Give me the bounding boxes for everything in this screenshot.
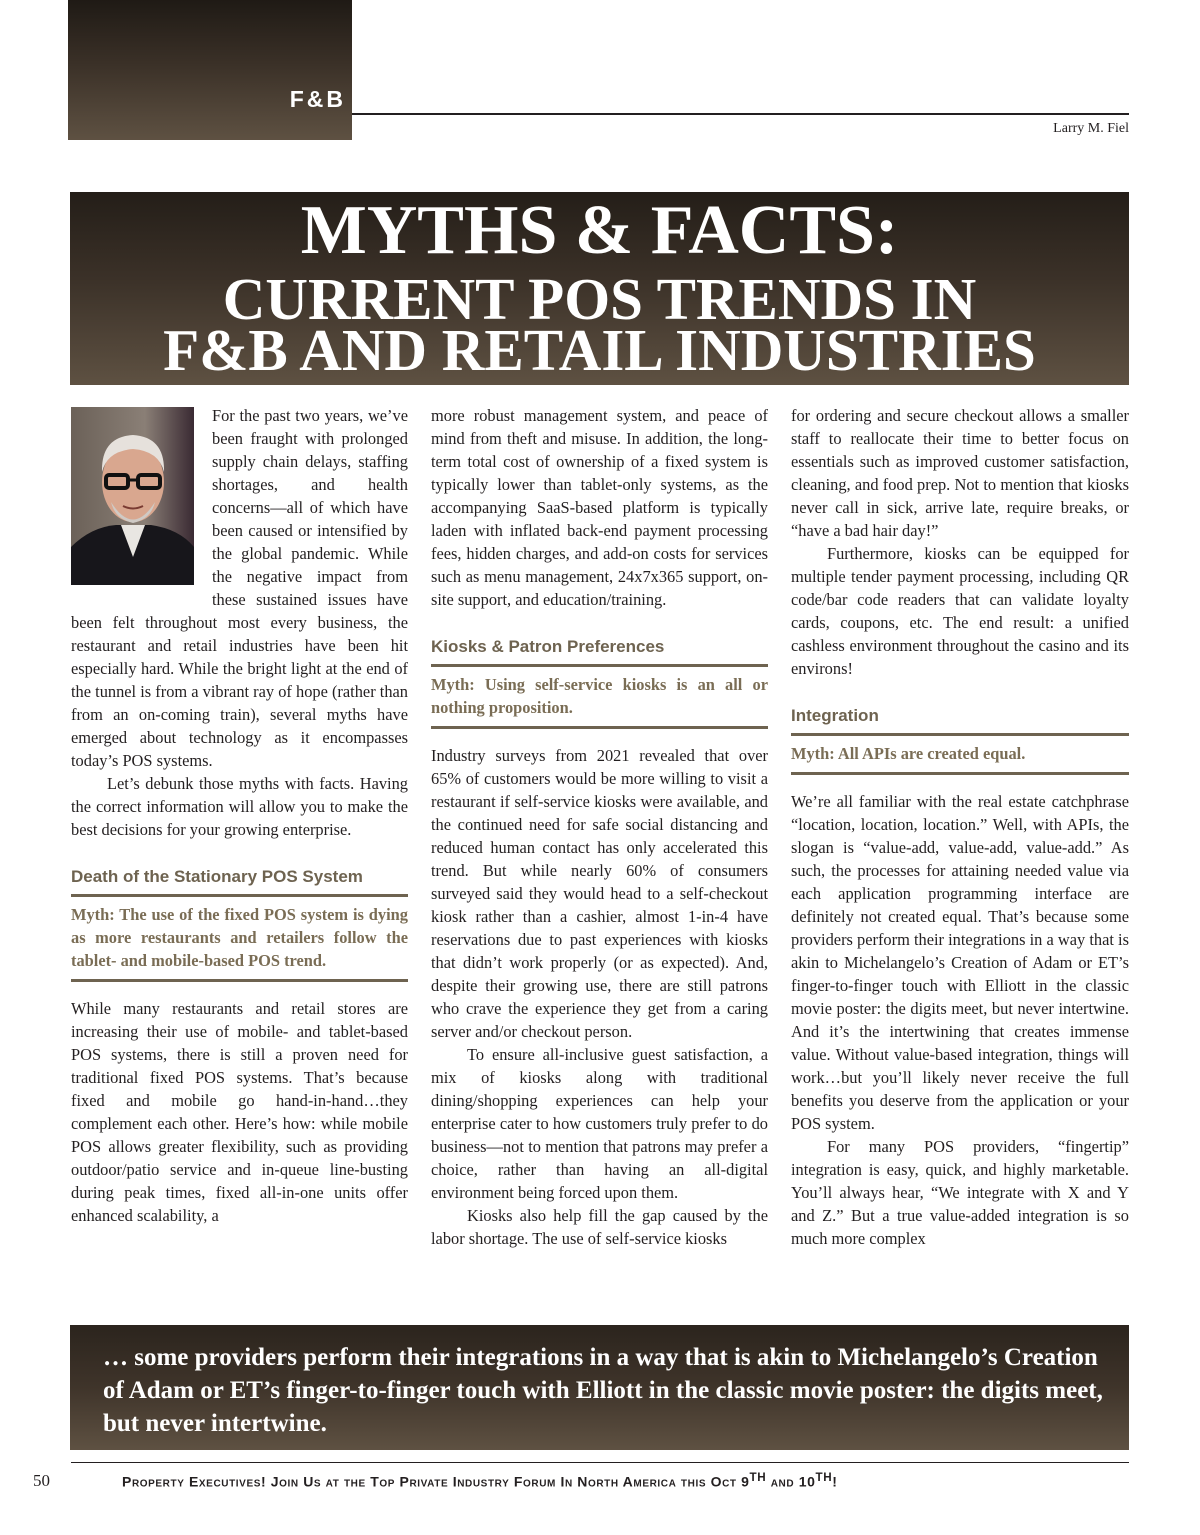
paragraph: Kiosks also help fill the gap caused by the labor shortage. The use of self-service kiosks xyxy=(431,1206,768,1248)
paragraph: Industry surveys from 2021 revealed that over 65% of customers would be more willing to visit a restaurant if self-service kiosks were available, and the continued need for safe social distancing and reduced human contact has only accelerated this trend. But while nearly 60% of consumers surveyed said they would head to a self-checkout kiosk rather than a cashier, almost 1-in-4 have reservations due to past experiences with kiosks that didn’t work properly (or as expected). And, despite their growing use, there are still patrons who crave the experience they get from a caring server and/or checkout person. xyxy=(431,746,768,1041)
section-heading: Death of the Stationary POS System xyxy=(71,866,408,897)
header-rule xyxy=(352,113,1129,115)
title-banner xyxy=(70,192,1129,385)
myth-statement: Myth: Using self-service kiosks is an all or nothing proposition. xyxy=(431,673,768,729)
article-column-1 xyxy=(71,404,408,1227)
footer-rule xyxy=(71,1462,1129,1463)
footer-sup: TH xyxy=(749,1471,767,1484)
title-line-2: CURRENT POS TRENDS IN xyxy=(222,266,977,332)
paragraph: We’re all familiar with the real estate catchphrase “location, location, location.” Well, with APIs, the slogan is “value-add, value-add, value-add.” As such, the processes for attaining needed value via each application programming interface are definitely not created equal. That’s because some providers perform their integrations in a way that is akin to Michelangelo’s Creation of Adam or ET’s finger-to-finger touch with Elliott in the classic movie poster: the digits meet, but never intertwine. And it’s the intertwining that creates immense value. Without value-based integration, things will work…but you’ll likely never receive the full benefits you deserve from the application or your POS system. xyxy=(791,792,1129,1133)
myth-statement: Myth: The use of the fixed POS system is dying as more restaurants and retailers follow the tablet- and mobile-based POS trend. xyxy=(71,903,408,982)
paragraph: For many POS providers, “fingertip” integration is easy, quick, and highly marketable. You’ll always hear, “We integrate with X and Y and Z.” But a true value-added integration is so much more complex xyxy=(791,1137,1129,1248)
paragraph: For the past two years, we’ve been fraught with prolonged supply chain delays, staffing shortages, and health concerns—all of which have been caused or intensified by the global pandemic. While the negative impact from these sustained issues have been felt throughout most every business, the restaurant and retail industries have been hit especially hard. While the bright light at the end of the tunnel is from a vibrant ray of hope (rather than from an on-coming train), several myths have emerged about technology as it encompasses today’s POS systems. xyxy=(71,406,408,770)
page-number: 50 xyxy=(33,1471,50,1490)
section-tab xyxy=(68,0,352,140)
author-byline: Larry M. Fiel xyxy=(1053,121,1129,136)
footer-text-end: ! xyxy=(832,1473,838,1490)
pull-quote: … some providers perform their integrations in a way that is akin to Michelangelo’s Creation of Adam or ET’s finger-to-finger touch with Elliott in the classic movie poster: the digits meet, but never intertwine. xyxy=(103,1344,1103,1437)
section-heading: Integration xyxy=(791,705,1129,736)
article-column-2 xyxy=(431,404,768,1250)
footer-promo xyxy=(122,1471,837,1490)
footer-text-mid: and 10 xyxy=(766,1473,816,1490)
paragraph: Let’s debunk those myths with facts. Having the correct information will allow you to make the best decisions for your growing enterprise. xyxy=(71,774,408,839)
paragraph: To ensure all-inclusive guest satisfaction, a mix of kiosks along with traditional dining/shopping experiences can help your enterprise cater to how customers truly prefer to do business—not to mention that patrons may prefer a choice, rather than having an all-digital environment being forced upon them. xyxy=(431,1045,768,1202)
section-heading: Kiosks & Patron Preferences xyxy=(431,636,768,667)
paragraph: Furthermore, kiosks can be equipped for multiple tender payment processing, including QR code/bar code readers that can validate loyalty cards, coupons, etc. The end result: a unified cashless environment throughout the casino and its environs! xyxy=(791,544,1129,678)
pull-quote-box xyxy=(70,1325,1129,1450)
paragraph: for ordering and secure checkout allows a smaller staff to reallocate their time to better focus on essentials such as improved customer satisfaction, cleaning, and food prep. Not to mention that kiosks never call in sick, arrive late, require breaks, or “have a bad hair day!” xyxy=(791,406,1129,540)
paragraph: While many restaurants and retail stores are increasing their use of mobile- and tablet-based POS systems, there is still a proven need for traditional fixed POS systems. That’s because fixed and mobile go hand-in-hand…they complement each other. Here’s how: while mobile POS allows greater flexibility, such as providing outdoor/patio service and in-queue line-busting during peak times, fixed all-in-one units offer enhanced scalability, a xyxy=(71,999,408,1225)
title-line-1: MYTHS & FACTS: xyxy=(300,192,899,269)
author-photo xyxy=(71,407,194,585)
footer-sup: TH xyxy=(815,1471,833,1484)
title-line-3: F&B AND RETAIL INDUSTRIES xyxy=(163,317,1036,383)
section-label: F&B xyxy=(289,86,346,112)
footer-text: Property Executives! Join Us at the Top Private Industry Forum In North America this Oct 9 xyxy=(122,1473,750,1490)
article-column-3 xyxy=(791,404,1129,1250)
myth-statement: Myth: All APIs are created equal. xyxy=(791,742,1129,775)
paragraph: more robust management system, and peace of mind from theft and misuse. In addition, the long-term total cost of ownership of a fixed system is typically lower than tablet-only systems, as the accompanying SaaS-based platform is typically laden with inflated back-end payment processing fees, hidden charges, and add-on costs for services such as menu management, 24x7x365 support, on-site support, and education/training. xyxy=(431,406,768,609)
